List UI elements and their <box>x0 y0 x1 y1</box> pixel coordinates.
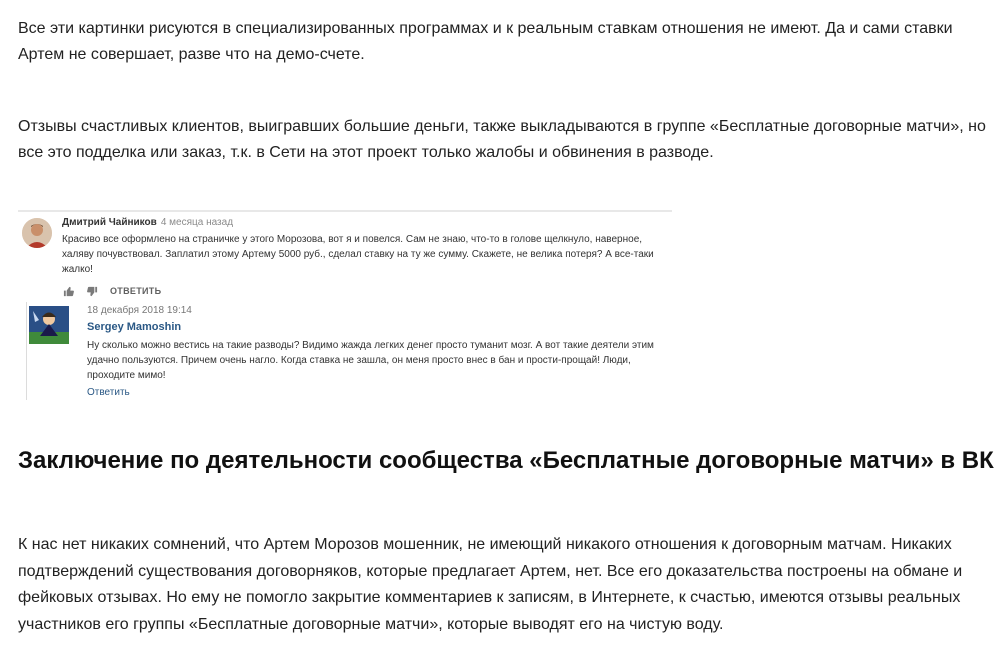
comment-time: 4 месяца назад <box>160 217 234 228</box>
article-paragraph-2: Отзывы счастливых клиентов, выигравших большие деньги, также выкладываются в группе «Бесплатные договорные матчи», но все это подделка или заказ, т.к. в Сети на этот проект только жалобы и обвинения в разводе. <box>18 118 986 161</box>
comment-header <box>62 216 233 230</box>
comment-text: Красиво все оформлено на страничке у этого Морозова, вот я и повелся. Сам не знаю, что-то в голове щелкнуло, наверное, халяву почувствовал. Заплатил этому Артему 5000 руб., сделал ставку на ту же сумму. Скажете, не велика потеря? А все-таки жалко! <box>62 234 654 275</box>
thumbs-up-icon[interactable] <box>62 285 74 297</box>
reply-author[interactable]: Sergey Mamoshin <box>87 321 182 333</box>
reply-avatar <box>29 306 69 344</box>
reply-block <box>26 302 671 400</box>
section-heading: Заключение по деятельности сообщества «Бесплатные договорные матчи» в ВК <box>18 447 994 474</box>
article-paragraph-1: Все эти картинки рисуются в специализированных программах и к реальным ставкам отношения не имеют. Да и сами ставки Артем не совершает, разве что на демо-счете. <box>18 20 953 63</box>
article-paragraph-3: К нас нет никаких сомнений, что Артем Морозов мошенник, не имеющий никакого отношения к договорным матчам. Никаких подтверждений существования договорняков, которые предлагает Артем, нет. Все его доказательства построены на обмане и фейковых отзывах. Но ему не помогло закрытие комментариев к записям, в Интернете, к счастью, имеются отзывы реальных участников его группы «Бесплатные договорные матчи», которые выводят его на чистую воду. <box>18 536 963 633</box>
reply-date: 18 декабря 2018 19:14 <box>87 305 192 316</box>
commenter-avatar <box>22 218 52 248</box>
thumbs-down-icon[interactable] <box>86 285 98 297</box>
reply-reply-link[interactable]: Ответить <box>87 387 130 398</box>
comments-screenshot <box>18 210 672 400</box>
comment-reply-button[interactable]: ОТВЕТИТЬ <box>110 286 162 296</box>
comment-author[interactable]: Дмитрий Чайников <box>62 217 157 228</box>
reply-text: Ну сколько можно вестись на такие разводы? Видимо жажда легких денег просто туманит мозг. А вот такие деятели этим удачно пользуются. Причем очень нагло. Когда ставка не зашла, он меня просто внес в бан и прости-прощай! Люди, проходите мимо! <box>87 340 654 381</box>
comment-actions <box>62 284 161 298</box>
